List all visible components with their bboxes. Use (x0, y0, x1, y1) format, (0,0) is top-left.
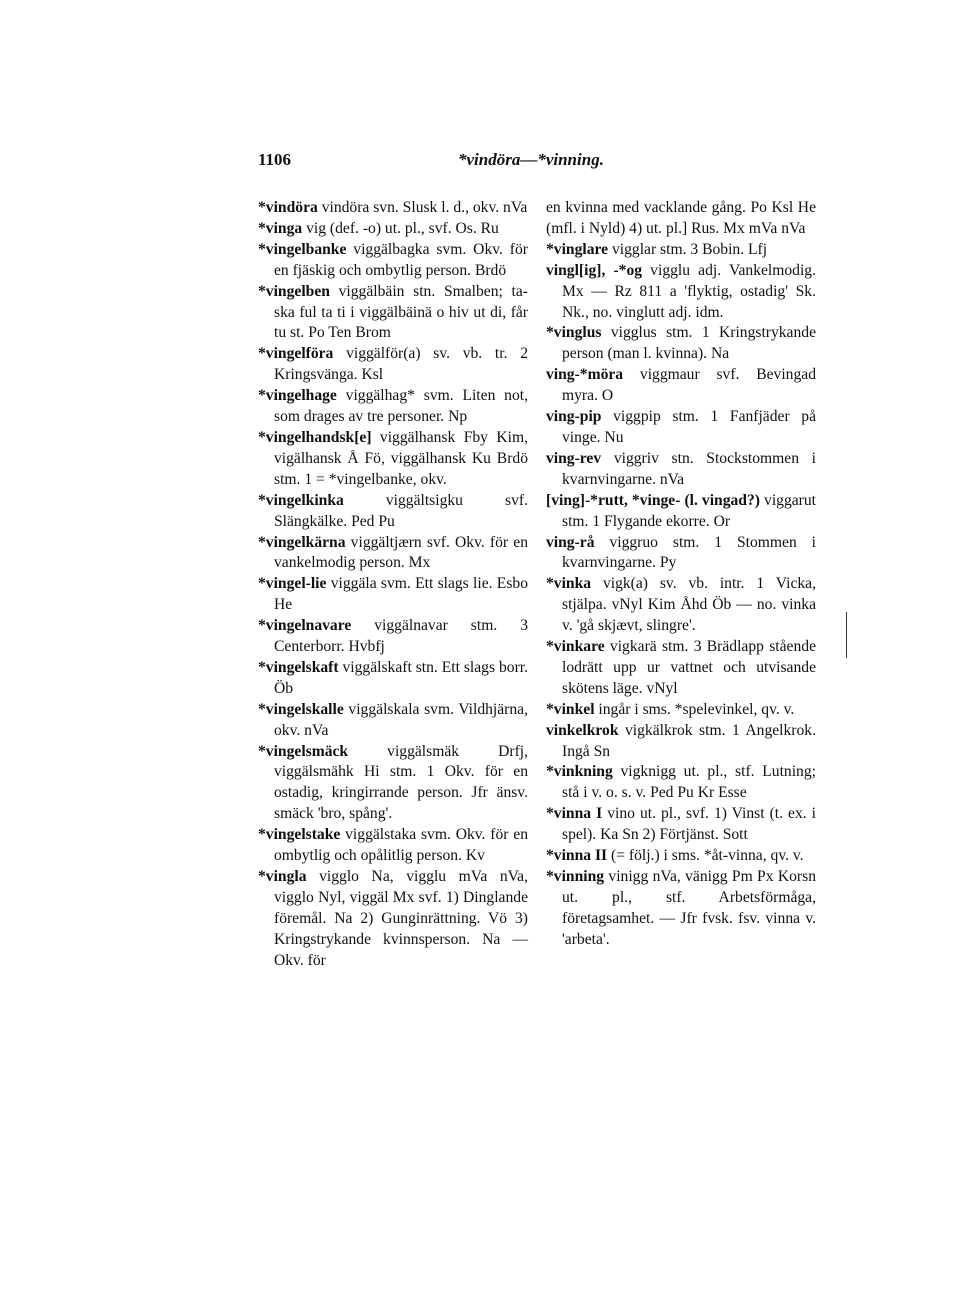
entry-vingelsmack (258, 742, 528, 826)
entry-headword: *vinga (258, 219, 303, 237)
entry-headword: *vingla (258, 868, 307, 885)
entry-text: viggäla svm. Ett slags lie. Esbo He (274, 575, 528, 614)
entry-headword: *vingelsmäck (258, 742, 349, 760)
entry-text: vino ut. pl., svf. 1) Vinst (t. ex. i spel). Ka Sn 2) Förtjänst. Sott (562, 805, 816, 844)
entry-text: viggälnavar stm. 3 Centerborr. Hvbfj (274, 617, 528, 656)
entry-text: viggälhag* svm. Liten not, som drages av tre personer. Np (274, 387, 528, 426)
entry-ving-mora (546, 365, 816, 407)
entry-headword: *vingelstake (258, 826, 341, 844)
entry-text: ingår i sms. *spelevinkel, qv. v. (594, 700, 795, 718)
entry-headword: vingl[ig], -*og (546, 261, 643, 279)
entry-headword: *vinna II (546, 847, 608, 865)
entry-text: vigknigg ut. pl., stf. Lutning; stå i v. o. s. v. Ped Pu Kr Esse (562, 763, 816, 802)
entry-text: viggpip stm. 1 Fanfjäder på vinge. Nu (562, 408, 816, 446)
entry-vinga (258, 219, 528, 240)
entry-headword: *vinglus (546, 324, 602, 342)
entry-vinglus (546, 323, 816, 365)
entry-text: viggarut stm. 1 Flygande ekorre. Or (562, 491, 816, 530)
entry-headword: *vindöra (258, 199, 318, 216)
entry-headword: vinkelkrok (546, 721, 619, 739)
margin-rule (846, 612, 847, 658)
entry-vingelskaft (258, 658, 528, 700)
entry-text: viggälsmäk Drfj, viggälsmähk Hi stm. 1 Okv. för en ostadig, kringirrande person. Jfr änsv. smäck 'bro, spång'. (274, 742, 528, 823)
entry-headword: *vingelkärna (258, 533, 346, 551)
entry-ving-rutt (546, 491, 816, 533)
entry-text: vigk(a) sv. vb. intr. 1 Vicka, stjälpa. vNyl Kim Åhd Öb — no. vinka v. 'gå skjævt, slingre'. (562, 575, 816, 635)
entry-headword: *vingelhandsk[e] (258, 428, 372, 446)
entry-text: (= följ.) i sms. *åt-vinna, qv. v. (607, 847, 804, 865)
entry-continuation (546, 198, 816, 240)
entry-headword: *vinka (546, 575, 592, 593)
entry-vingelkinka (258, 491, 528, 533)
entry-vingelstake (258, 825, 528, 867)
entry-vingelbanke (258, 240, 528, 282)
entry-headword: *vingelföra (258, 345, 334, 363)
entry-text: viggälskaft stn. Ett slags borr. Öb (274, 658, 528, 697)
entry-text: vigkälkrok stm. 1 Angelkrok. Ingå Sn (562, 721, 816, 760)
entry-text: viggmaur svf. Bevingad myra. O (562, 366, 816, 405)
entry-ving-rev (546, 449, 816, 491)
entry-text: vig (def. -o) ut. pl., svf. Os. Ru (302, 219, 499, 237)
entry-vingel-lie (258, 574, 528, 616)
entry-vingelhandske (258, 428, 528, 491)
entry-headword: *vingelnavare (258, 617, 352, 635)
left-column (258, 198, 528, 972)
entry-vinkel (546, 700, 816, 721)
entry-headword: *vingelhage (258, 387, 337, 405)
entry-vinka (546, 574, 816, 637)
entry-ving-pip (546, 407, 816, 449)
entry-headword: ving-rå (546, 533, 595, 551)
entry-headword: *vinglare (546, 240, 609, 258)
entry-headword: *vingelskalle (258, 700, 344, 718)
entry-headword: ving-rev (546, 449, 602, 467)
entry-text: viggältjærn svf. Okv. för en vankelmodig person. Mx (274, 533, 528, 572)
entry-text: viggriv stn. Stockstommen i kvarnvingarne. nVa (562, 449, 816, 488)
entry-vindora (258, 198, 528, 219)
entry-text: vigglu adj. Vankelmodig. Mx — Rz 811 a 'flyktig, ostadig' Sk. Nk., no. vinglutt adj. idm. (562, 261, 816, 321)
page-number: 1106 (258, 150, 292, 169)
entry-vingla (258, 867, 528, 972)
entry-text: vinigg nVa, vänigg Pm Px Korsn ut. pl., stf. Arbetsförmåga, företagsamhet. — Jfr fvsk. fsv. vinna v. 'arbeta'. (562, 868, 816, 948)
entry-headword: *vingel-lie (258, 575, 327, 593)
entry-vinglig (546, 261, 816, 324)
entry-headword: *vingelben (258, 282, 330, 300)
entry-text: viggälbäin stn. Smalben; ta-ska ful ta ti i viggälbäinä o hiv ut di, får tu st. Po Ten Brom (274, 282, 528, 342)
entry-vingelfora (258, 344, 528, 386)
entry-headword: *vinkel (546, 700, 595, 718)
entry-text: vigglus stm. 1 Kringstrykande person (man l. kvinna). Na (562, 324, 816, 363)
entry-headword: *vinna I (546, 805, 603, 823)
entry-text: viggälstaka svm. Okv. för en ombytlig och opålitlig person. Kv (274, 826, 528, 865)
entry-vingelnavare (258, 616, 528, 658)
entry-text: viggälbagka svm. Okv. för en fjäskig och ombytlig person. Brdö (274, 240, 528, 279)
entry-vingelkarna (258, 533, 528, 575)
entry-vinning (546, 867, 816, 951)
entry-text: viggältsigku svf. Slängkälke. Ped Pu (274, 491, 528, 530)
entry-headword: *vingelbanke (258, 240, 347, 258)
page-header (258, 150, 816, 174)
entry-text: viggruo stm. 1 Stommen i kvarnvingarne. Py (562, 533, 816, 572)
entry-vinna-ii (546, 846, 816, 867)
entry-vinglare (546, 240, 816, 261)
entry-headword: *vingelskaft (258, 658, 339, 676)
entry-text: vigglar stm. 3 Bobin. Lfj (608, 240, 768, 258)
entry-headword: ving-*möra (546, 366, 624, 384)
running-head: *vindöra—*vinning. (458, 150, 604, 169)
entry-vingelskalle (258, 700, 528, 742)
entry-headword: *vingelkinka (258, 491, 344, 509)
entry-vinkare (546, 637, 816, 700)
entry-vinna-i (546, 804, 816, 846)
entry-headword: ving-pip (546, 408, 602, 426)
entry-headword: *vinning (546, 868, 605, 885)
entry-vingelben (258, 282, 528, 345)
entry-headword: *vinkare (546, 638, 605, 656)
entry-text: viggälför(a) sv. vb. tr. 2 Kringsvänga. Ksl (274, 345, 528, 384)
entry-vingelhage (258, 386, 528, 428)
entry-text: vigglo Na, vigglu mVa nVa, vigglo Nyl, viggäl Mx svf. 1) Dinglande föremål. Na 2) Gunginrättning. Vö 3) Kringstrykande kvinnsperson. Na — Okv. för (274, 868, 528, 969)
entry-headword: *vinkning (546, 763, 613, 781)
entry-text: viggälhansk Fby Kim, vigälhansk Å Fö, viggälhansk Ku Brdö stm. 1 = *vingelbanke, okv. (274, 428, 528, 488)
entry-text: en kvinna med vacklande gång. Po Ksl He (mfl. i Nyld) 4) ut. pl.] Rus. Mx mVa nVa (546, 199, 816, 237)
entry-headword: [ving]-*rutt, *vinge- (l. vingad?) (546, 491, 760, 509)
entry-text: vindöra svn. Slusk l. d., okv. nVa (317, 199, 528, 216)
entry-text: viggälskala svm. Vildhjärna, okv. nVa (274, 700, 528, 739)
entry-vinkning (546, 762, 816, 804)
entry-text: vigkarä stm. 3 Brädlapp stående lodrätt upp ur vattnet och utvisande skötens läge. vNyl (562, 638, 816, 697)
entry-ving-ra (546, 533, 816, 575)
entry-vinkelkrok (546, 721, 816, 763)
right-column (546, 198, 816, 951)
